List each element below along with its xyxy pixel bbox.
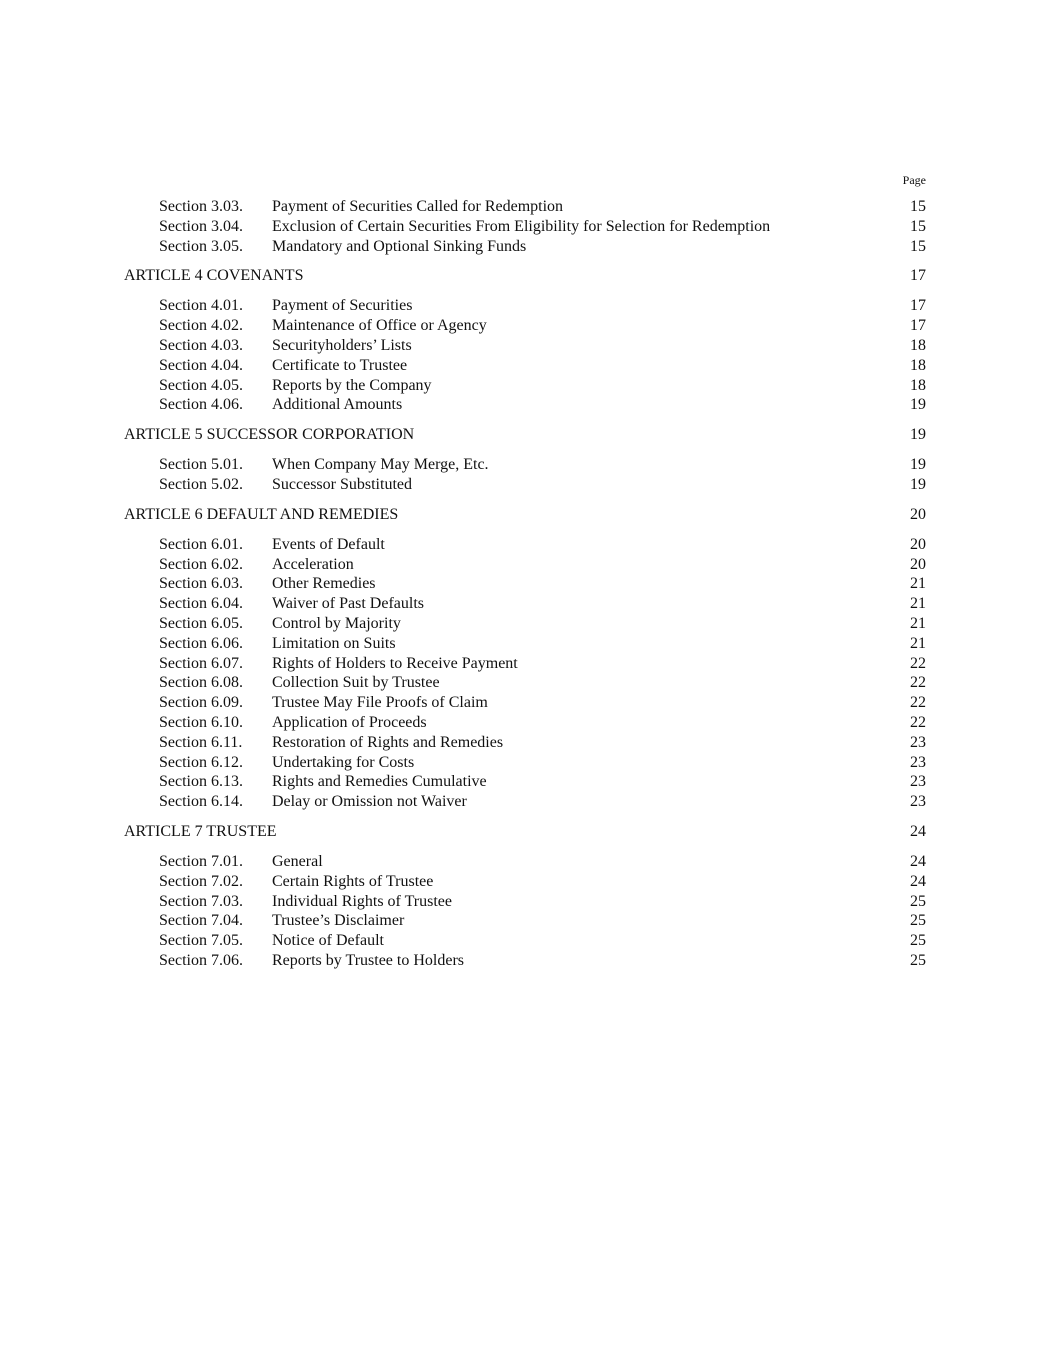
section-number: Section 3.03. xyxy=(159,198,243,215)
section-title: Exclusion of Certain Securities From Eligibility for Selection for Redemption xyxy=(272,217,771,235)
toc-section-entry[interactable] xyxy=(124,673,926,693)
toc-section-entry[interactable] xyxy=(124,911,926,931)
section-page-number: 19 xyxy=(910,475,926,493)
section-page-number: 18 xyxy=(910,376,926,394)
section-title: Reports by Trustee to Holders xyxy=(272,951,464,969)
section-title: Rights and Remedies Cumulative xyxy=(272,773,487,791)
section-title: Mandatory and Optional Sinking Funds xyxy=(272,237,527,255)
article-page-number: 17 xyxy=(910,267,926,285)
section-number: Section 6.06. xyxy=(159,634,243,652)
section-number: Section 4.04. xyxy=(159,356,243,374)
section-number: Section 6.14. xyxy=(159,793,243,811)
toc-section-entry[interactable] xyxy=(124,654,926,674)
table-of-contents xyxy=(124,197,926,971)
section-number: Section 4.02. xyxy=(159,317,243,335)
section-number: Section 7.03. xyxy=(159,892,243,910)
toc-section-entry[interactable] xyxy=(124,733,926,753)
article-page-number: 19 xyxy=(910,426,926,444)
toc-group xyxy=(124,505,926,812)
toc-section-entry[interactable] xyxy=(124,693,926,713)
toc-section-entry[interactable] xyxy=(124,872,926,892)
article-page-number: 20 xyxy=(910,505,926,523)
toc-group xyxy=(124,822,926,971)
section-title: Additional Amounts xyxy=(272,396,403,414)
toc-group xyxy=(124,266,926,415)
section-number: Section 3.05. xyxy=(159,237,243,255)
section-page-number: 24 xyxy=(910,872,926,890)
section-number: Section 5.02. xyxy=(159,475,243,493)
section-page-number: 22 xyxy=(910,713,926,731)
section-page-number: 25 xyxy=(910,912,926,930)
toc-section-entry[interactable] xyxy=(124,356,926,376)
toc-section-entry[interactable] xyxy=(124,555,926,575)
section-title: Trustee’s Disclaimer xyxy=(272,912,405,930)
toc-group xyxy=(124,425,926,495)
section-number: Section 3.04. xyxy=(159,217,243,235)
toc-article-heading[interactable] xyxy=(124,266,926,286)
section-number: Section 6.07. xyxy=(159,654,243,672)
toc-section-entry[interactable] xyxy=(124,296,926,316)
section-title: Application of Proceeds xyxy=(272,713,427,731)
section-number: Section 7.04. xyxy=(159,912,243,930)
toc-article-heading[interactable] xyxy=(124,425,926,445)
section-number: Section 4.01. xyxy=(159,297,243,315)
toc-section-entry[interactable] xyxy=(124,535,926,555)
section-number: Section 4.06. xyxy=(159,396,243,414)
section-page-number: 22 xyxy=(910,674,926,692)
section-page-number: 18 xyxy=(910,356,926,374)
toc-section-entry[interactable] xyxy=(124,594,926,614)
section-title: Payment of Securities Called for Redemption xyxy=(272,198,564,215)
section-title: Restoration of Rights and Remedies xyxy=(272,733,504,751)
toc-section-entry[interactable] xyxy=(124,455,926,475)
section-page-number: 25 xyxy=(910,932,926,950)
section-title: Rights of Holders to Receive Payment xyxy=(272,654,518,672)
section-page-number: 15 xyxy=(910,237,926,255)
section-number: Section 6.05. xyxy=(159,614,243,632)
article-page-number: 24 xyxy=(910,822,926,840)
toc-section-entry[interactable] xyxy=(124,792,926,812)
toc-article-heading[interactable] xyxy=(124,822,926,842)
section-page-number: 24 xyxy=(910,852,926,870)
section-number: Section 7.02. xyxy=(159,872,243,890)
section-number: Section 6.12. xyxy=(159,753,243,771)
toc-section-entry[interactable] xyxy=(124,395,926,415)
section-title: Waiver of Past Defaults xyxy=(272,595,424,613)
section-page-number: 15 xyxy=(910,217,926,235)
section-page-number: 15 xyxy=(910,198,926,215)
section-number: Section 6.01. xyxy=(159,535,243,553)
section-page-number: 17 xyxy=(910,297,926,315)
article-title: ARTICLE 6 DEFAULT AND REMEDIES xyxy=(124,505,399,523)
article-title: ARTICLE 5 SUCCESSOR CORPORATION xyxy=(124,426,415,444)
section-number: Section 6.02. xyxy=(159,555,243,573)
toc-section-entry[interactable] xyxy=(124,336,926,356)
section-number: Section 4.05. xyxy=(159,376,243,394)
section-title: Individual Rights of Trustee xyxy=(272,892,453,910)
section-page-number: 17 xyxy=(910,317,926,335)
section-page-number: 22 xyxy=(910,694,926,712)
section-number: Section 6.04. xyxy=(159,595,243,613)
section-title: Reports by the Company xyxy=(272,376,432,394)
section-number: Section 6.03. xyxy=(159,575,243,593)
section-page-number: 25 xyxy=(910,892,926,910)
section-page-number: 19 xyxy=(910,396,926,414)
section-page-number: 22 xyxy=(910,654,926,672)
section-number: Section 6.08. xyxy=(159,674,243,692)
section-number: Section 6.13. xyxy=(159,773,243,791)
section-title: General xyxy=(272,852,323,870)
section-title: Acceleration xyxy=(272,555,354,573)
toc-section-entry[interactable] xyxy=(124,753,926,773)
toc-section-entry[interactable] xyxy=(124,772,926,792)
toc-section-entry[interactable] xyxy=(124,614,926,634)
toc-article-heading[interactable] xyxy=(124,505,926,525)
section-number: Section 4.03. xyxy=(159,336,243,354)
toc-section-entry[interactable] xyxy=(124,634,926,654)
page-label: Page xyxy=(902,173,926,187)
section-page-number: 23 xyxy=(910,733,926,751)
toc-section-entry[interactable] xyxy=(124,197,926,217)
section-title: Undertaking for Costs xyxy=(272,753,415,771)
toc-section-entry[interactable] xyxy=(124,475,926,495)
section-number: Section 7.01. xyxy=(159,852,243,870)
section-page-number: 19 xyxy=(910,456,926,474)
section-number: Section 6.10. xyxy=(159,713,243,731)
section-title: Control by Majority xyxy=(272,614,401,632)
toc-section-entry[interactable] xyxy=(124,852,926,872)
section-title: Maintenance of Office or Agency xyxy=(272,317,487,335)
toc-section-entry[interactable] xyxy=(124,574,926,594)
toc-section-entry[interactable] xyxy=(124,931,926,951)
section-title: Collection Suit by Trustee xyxy=(272,674,440,692)
toc-group xyxy=(124,197,926,256)
section-page-number: 25 xyxy=(910,951,926,969)
toc-section-entry[interactable] xyxy=(124,316,926,336)
section-number: Section 6.11. xyxy=(159,733,243,751)
section-title: Successor Substituted xyxy=(272,475,412,493)
section-page-number: 23 xyxy=(910,753,926,771)
section-title: Securityholders’ Lists xyxy=(272,336,412,354)
section-title: Other Remedies xyxy=(272,575,376,593)
section-title: Notice of Default xyxy=(272,932,384,950)
page-column-header xyxy=(124,171,926,189)
section-number: Section 6.09. xyxy=(159,694,243,712)
section-title: Trustee May File Proofs of Claim xyxy=(272,694,488,712)
section-page-number: 21 xyxy=(910,634,926,652)
section-title: Payment of Securities xyxy=(272,297,413,315)
section-title: Certificate to Trustee xyxy=(272,356,408,374)
toc-section-entry[interactable] xyxy=(124,892,926,912)
section-page-number: 20 xyxy=(910,535,926,553)
toc-section-entry[interactable] xyxy=(124,376,926,396)
section-number: Section 7.05. xyxy=(159,932,243,950)
article-title: ARTICLE 4 COVENANTS xyxy=(124,267,304,285)
section-number: Section 5.01. xyxy=(159,456,243,474)
section-page-number: 18 xyxy=(910,336,926,354)
article-title: ARTICLE 7 TRUSTEE xyxy=(124,822,277,840)
toc-section-entry[interactable] xyxy=(124,713,926,733)
section-title: Events of Default xyxy=(272,535,385,553)
toc-section-entry[interactable] xyxy=(124,951,926,971)
section-title: Certain Rights of Trustee xyxy=(272,872,434,890)
section-number: Section 7.06. xyxy=(159,951,243,969)
section-page-number: 23 xyxy=(910,773,926,791)
toc-section-entry[interactable] xyxy=(124,217,926,237)
section-page-number: 23 xyxy=(910,793,926,811)
section-title: Limitation on Suits xyxy=(272,634,396,652)
section-page-number: 20 xyxy=(910,555,926,573)
section-title: Delay or Omission not Waiver xyxy=(272,793,467,811)
section-page-number: 21 xyxy=(910,614,926,632)
section-page-number: 21 xyxy=(910,575,926,593)
section-page-number: 21 xyxy=(910,595,926,613)
section-title: When Company May Merge, Etc. xyxy=(272,456,489,474)
toc-section-entry[interactable] xyxy=(124,237,926,257)
